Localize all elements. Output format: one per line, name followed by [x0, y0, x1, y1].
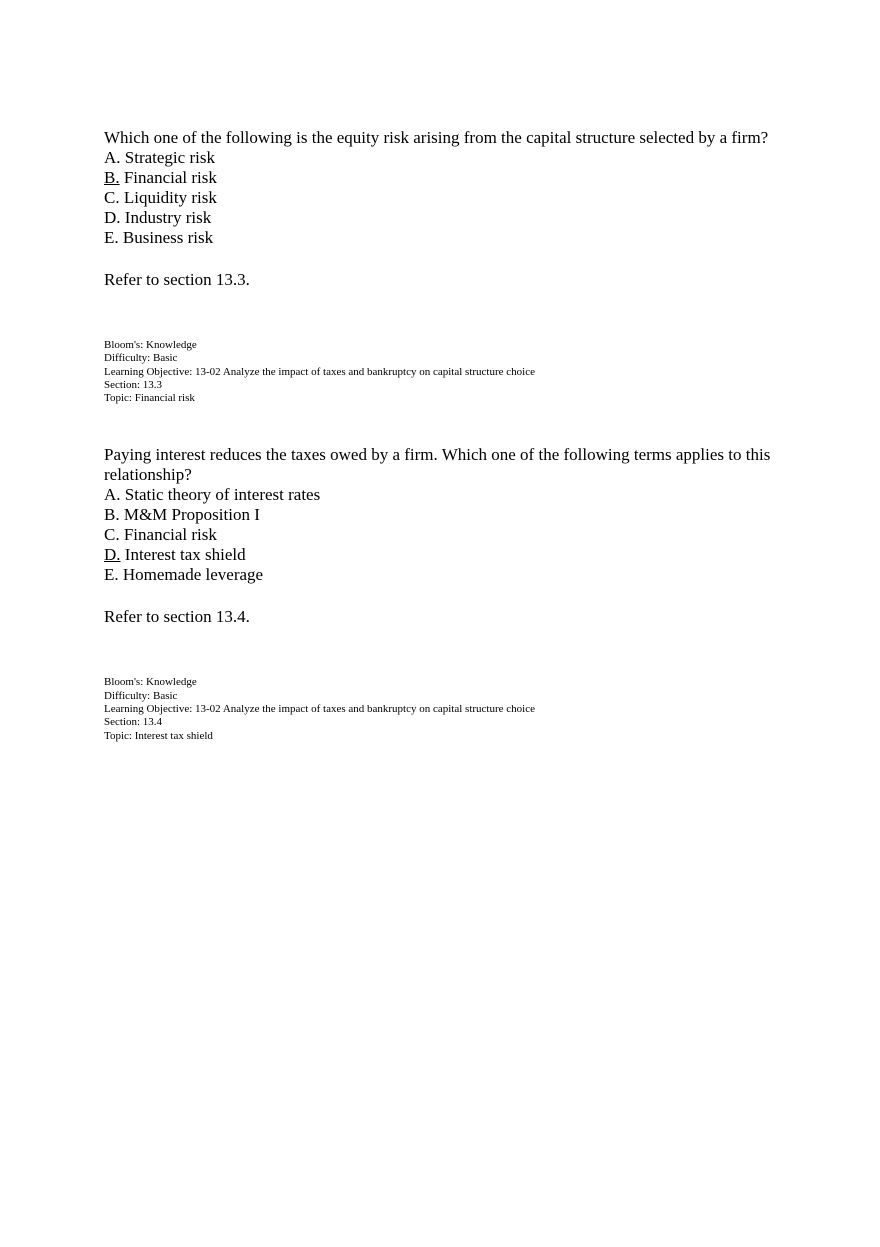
option-letter-correct: B. [104, 168, 120, 187]
section-reference: Refer to section 13.4. [104, 607, 250, 627]
option-text: Financial risk [119, 168, 217, 187]
section: Section: 13.4 [104, 716, 163, 729]
answer-option-b [104, 168, 804, 188]
answer-option-d [104, 545, 804, 565]
option-text: Business risk [118, 228, 214, 247]
topic: Topic: Interest tax shield [104, 729, 213, 742]
question-text: Which one of the following is the equity risk arising from the capital structure selected by a firm? [104, 128, 769, 147]
learning-objective: Learning Objective: 13-02 Analyze the impact of taxes and bankruptcy on capital structure choice [104, 365, 535, 378]
answer-option-d [104, 208, 804, 228]
answer-option-b [104, 505, 804, 525]
answer-option-a [104, 148, 804, 168]
answer-option-a [104, 485, 804, 505]
blooms-level: Bloom's: Knowledge [104, 339, 197, 351]
difficulty: Difficulty: Basic [104, 689, 178, 702]
blooms-level: Bloom's: Knowledge [104, 676, 197, 689]
answer-options [104, 485, 804, 585]
option-letter: A. [104, 148, 121, 167]
topic: Topic: Financial risk [104, 392, 195, 405]
option-text: Strategic risk [120, 148, 215, 167]
answer-option-e [104, 565, 804, 585]
option-letter-correct: D. [104, 545, 121, 565]
answer-option-e [104, 228, 804, 248]
option-letter: E. [104, 565, 119, 585]
answer-options [104, 148, 804, 248]
section-reference: Refer to section 13.3. [104, 270, 250, 289]
answer-option-c [104, 188, 804, 208]
learning-objective: Learning Objective: 13-02 Analyze the impact of taxes and bankruptcy on capital structure choice [104, 703, 535, 716]
option-letter: E. [104, 228, 119, 247]
question-text: Paying interest reduces the taxes owed by a firm. Which one of the following terms applies to this relationship? [104, 445, 771, 485]
option-letter: C. [104, 525, 120, 545]
option-text: Static theory of interest rates [120, 485, 321, 505]
option-letter: C. [104, 188, 120, 207]
section: Section: 13.3 [104, 378, 163, 391]
answer-option-c [104, 525, 804, 545]
option-text: Industry risk [120, 208, 212, 227]
option-letter: A. [104, 485, 121, 505]
difficulty: Difficulty: Basic [104, 352, 178, 365]
option-letter: D. [104, 208, 121, 227]
option-letter: B. [104, 505, 120, 525]
document-page [104, 128, 804, 743]
question-block-2 [104, 445, 804, 742]
question-metadata [104, 339, 804, 405]
option-text: M&M Proposition I [119, 505, 260, 525]
option-text: Liquidity risk [119, 188, 217, 207]
option-text: Financial risk [119, 525, 217, 545]
question-block-1 [104, 128, 804, 405]
option-text: Homemade leverage [118, 565, 264, 585]
question-metadata [104, 676, 804, 742]
option-text: Interest tax shield [120, 545, 246, 565]
